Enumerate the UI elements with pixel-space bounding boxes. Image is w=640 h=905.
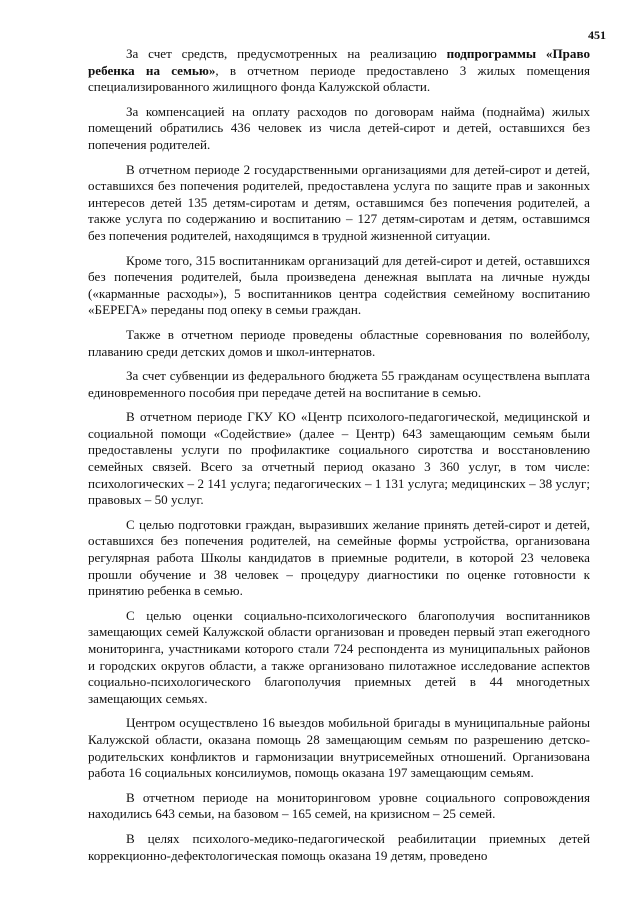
paragraph: Кроме того, 315 воспитанникам организаций для детей-сирот и детей, оставшихся без попечения родителей, была произведена денежная выплата на личные нужды («карманные расходы»), 5 воспитанников центра содействия семейному воспитанию «БЕРЕГА» переданы под опеку в семьи граждан. [88,252,590,318]
paragraph: В отчетном периоде 2 государственными организациями для детей-сирот и детей, оставшихся без попечения родителей, предоставлена услуга по защите прав и законных интересов детей 135 детям-сиротам и детям, оставшимся без попечения родителей, а также услуга по содержанию и воспитанию – 127 детям-сиротам и детям, оставшимся без попечения родителей, находящимся в трудной жизненной ситуации. [88,161,590,243]
paragraph: С целью оценки социально-психологического благополучия воспитанников замещающих семей Калужской области организован и проведен первый этап ежегодного мониторинга, участниками которого стали 724 респондента из муниципальных районов и городских округов области, а также организовано пилотажное исследование аспектов социально-психологического благополучия приемных детей в 44 многодетных замещающих семьях. [88,607,590,706]
paragraph [88,46,590,96]
subprogram-title: подпрограммы «Право ребенка на семью» [88,46,590,78]
paragraph: За компенсацией на оплату расходов по договорам найма (поднайма) жилых помещений обратились 436 человек из числа детей-сирот и детей, оставшихся без попечения родителей. [88,103,590,152]
paragraph-text: За счет средств, предусмотренных на реализацию [126,46,447,61]
document-body [88,46,590,872]
paragraph: В отчетном периоде на мониторинговом уровне социального сопровождения находились 643 семьи, на базовом – 165 семей, на кризисном – 25 семей. [88,789,590,822]
paragraph-text: , в отчетном периоде предоставлено 3 жилых помещения специализированного жилищного фонда Калужской области. [88,62,590,95]
paragraph: В отчетном периоде ГКУ КО «Центр психолого-педагогической, медицинской и социальной помощи «Содействие» (далее – Центр) 643 замещающим семьям были предоставлены услуги по профилактике социального сиротства и восстановлению семейных связей. Всего за отчетный период оказано 3 360 услуг, в том числе: психологических – 2 141 услуга; педагогических – 1 131 услуга; медицинских – 38 услуг; правовых – 50 услуг. [88,409,590,508]
paragraph: За счет субвенции из федерального бюджета 55 гражданам осуществлена выплата единовременного пособия при передаче детей на воспитание в семью. [88,368,590,400]
paragraph: С целью подготовки граждан, выразивших желание принять детей-сирот и детей, оставшихся без попечения родителей, на семейные формы устройства, организована регулярная работа Школы кандидатов в приемные родители, в которой 23 человека прошли обучение и 38 человек – процедуру диагностики по оценке готовности к принятию ребенка в семью. [88,516,590,599]
paragraph: Центром осуществлено 16 выездов мобильной бригады в муниципальные районы Калужской области, оказана помощь 28 замещающим семьям по разрешению детско-родительских конфликтов и гармонизации внутрисемейных отношений. Организована работа 16 социальных консилиумов, помощь оказана 197 замещающим семьям. [88,715,590,781]
paragraph: Также в отчетном периоде проведены областные соревнования по волейболу, плаванию среди детских домов и школ-интернатов. [88,326,590,359]
page-number: 451 [588,28,606,42]
paragraph: В целях психолого-медико-педагогической реабилитации приемных детей коррекционно-дефектологическая помощь оказана 19 детям, проведено [88,830,590,863]
